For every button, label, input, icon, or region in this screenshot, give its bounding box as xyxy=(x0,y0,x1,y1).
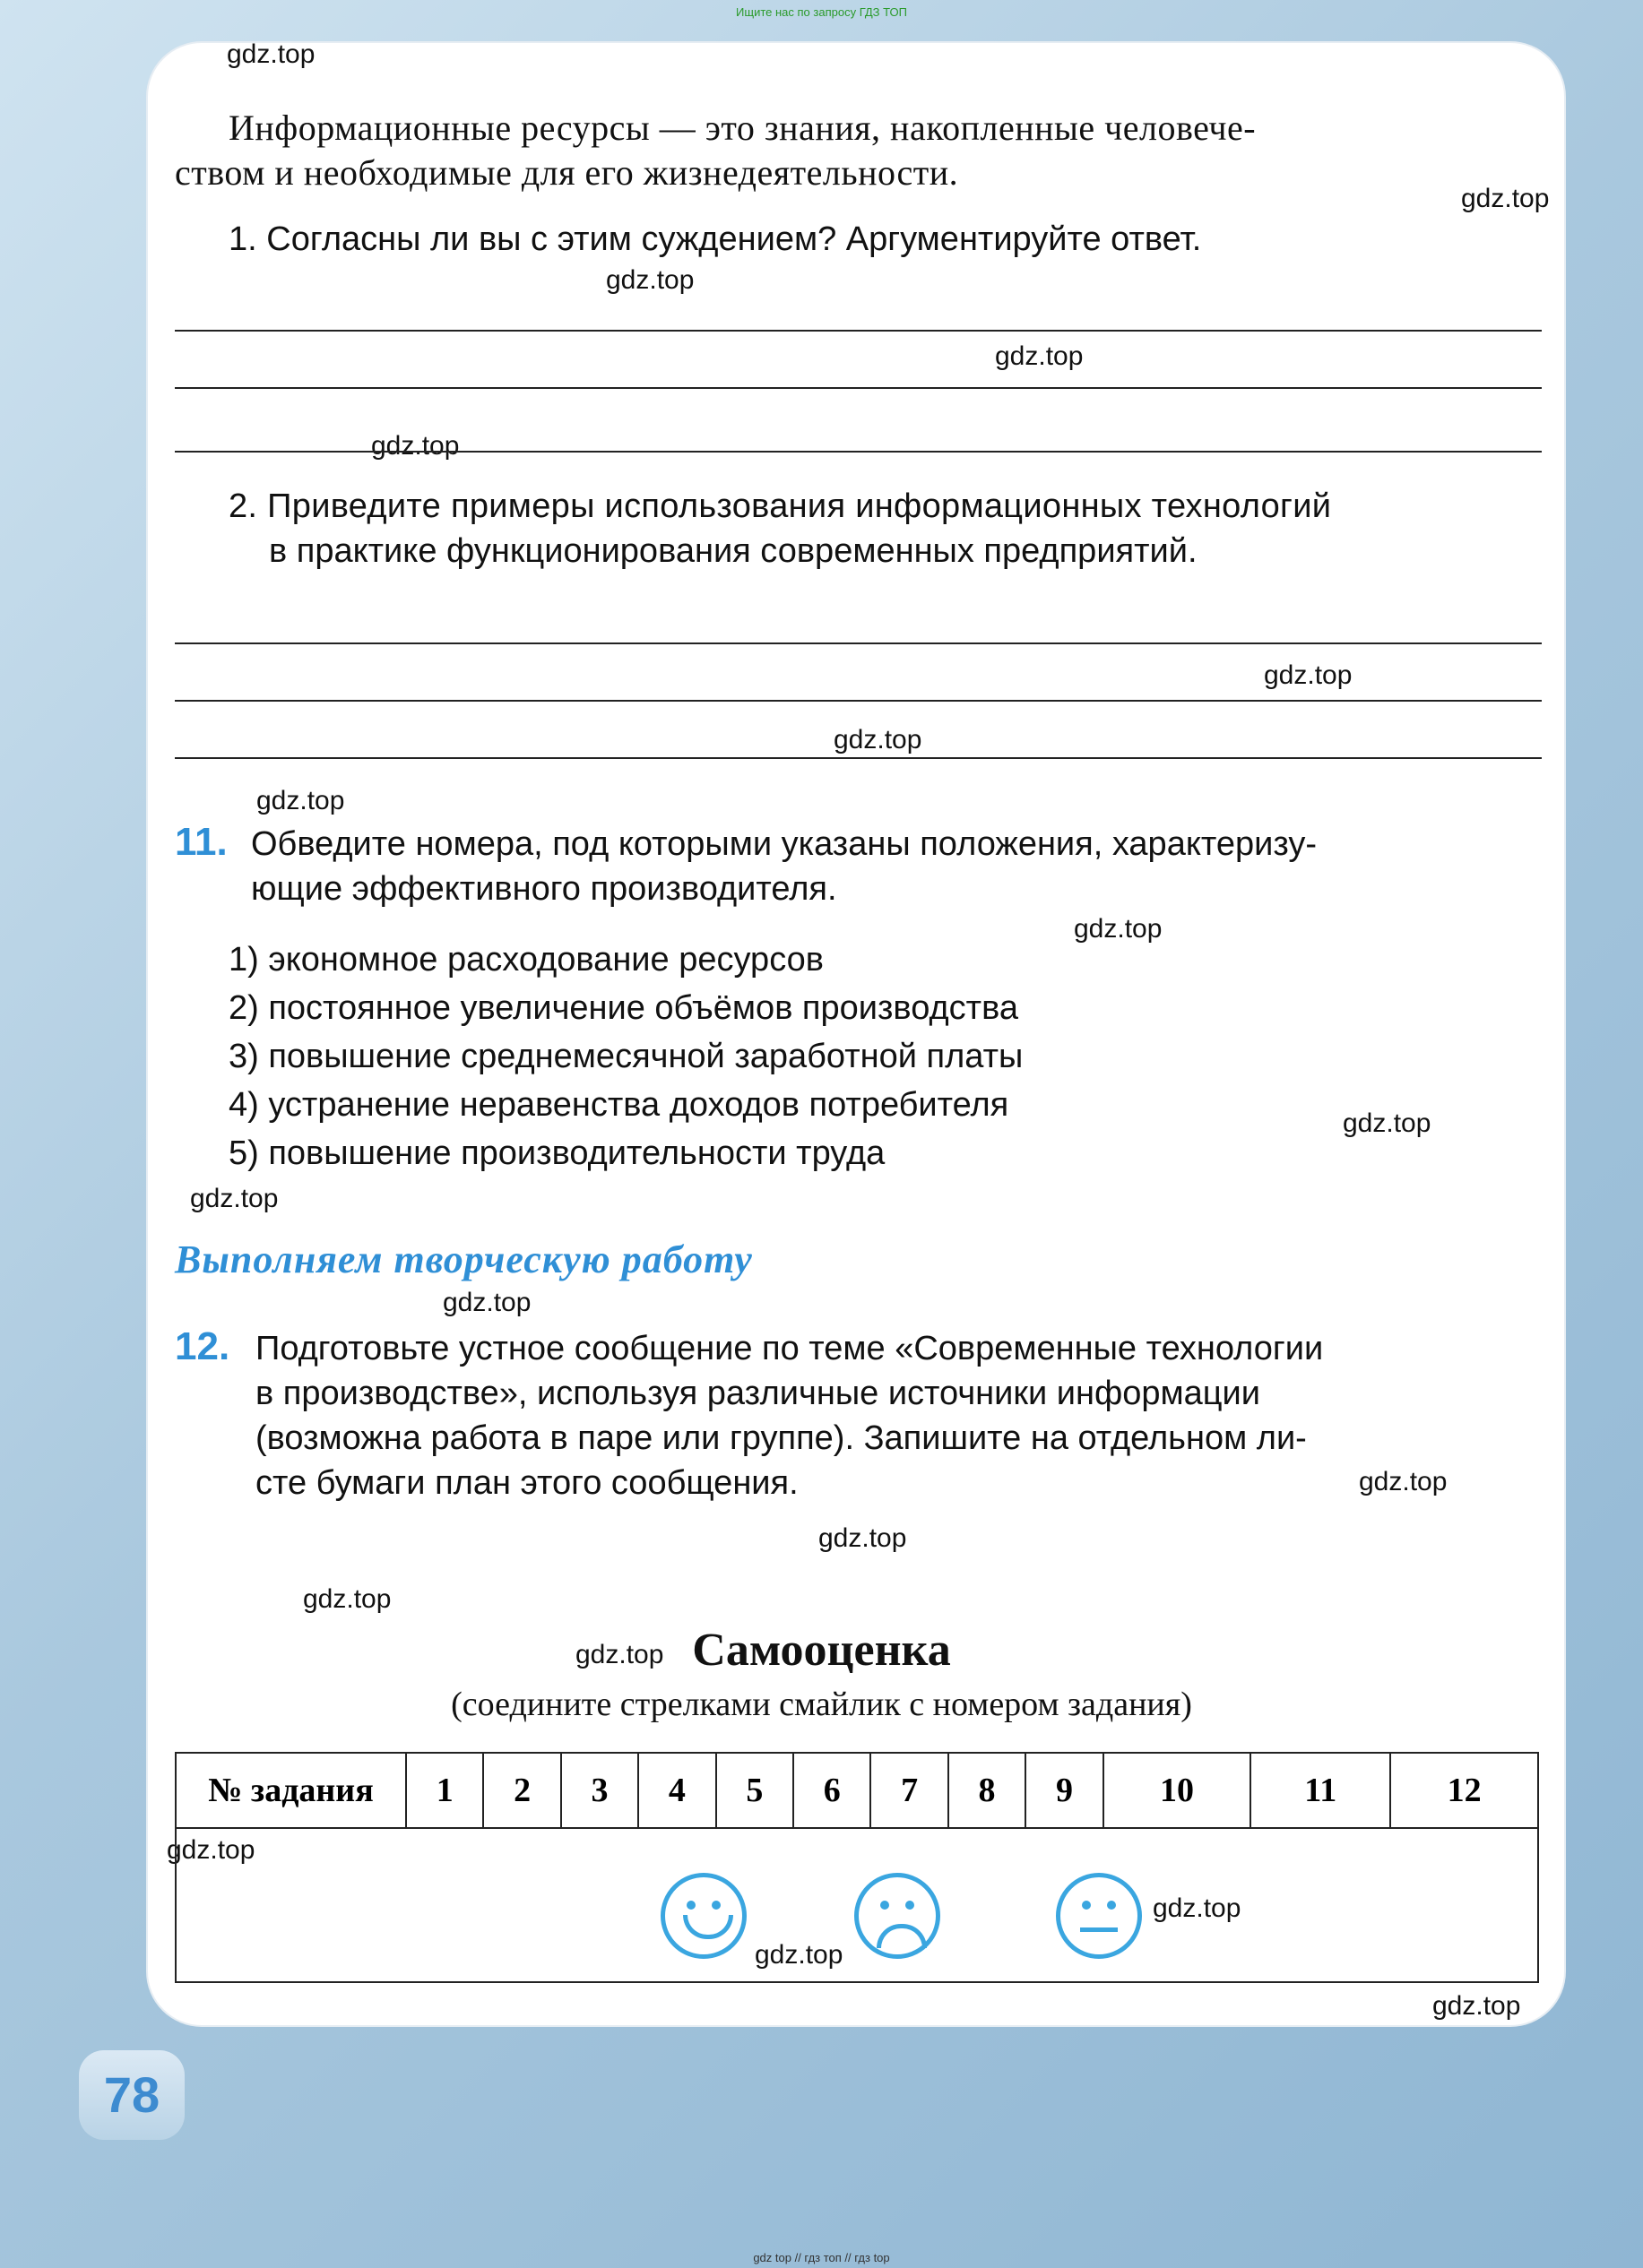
quote-line-1: Информационные ресурсы — это знания, накопленные человече- xyxy=(229,108,1257,148)
page-number: 78 xyxy=(79,2050,185,2140)
question-2-line-2: в практике функционирования современных предприятий. xyxy=(269,532,1198,570)
task-number-cell[interactable]: 11 xyxy=(1250,1753,1390,1828)
watermark: gdz.top xyxy=(834,725,922,755)
watermark: gdz.top xyxy=(995,341,1084,371)
watermark: gdz.top xyxy=(575,1640,664,1669)
task-number-cell[interactable]: 5 xyxy=(716,1753,793,1828)
task-number-cell[interactable]: 7 xyxy=(870,1753,947,1828)
watermark: gdz.top xyxy=(1343,1108,1431,1138)
watermark: gdz.top xyxy=(1264,660,1353,690)
task-number-cell[interactable]: 10 xyxy=(1103,1753,1251,1828)
watermark: gdz.top xyxy=(606,265,695,295)
task-12-line-3: (возможна работа в паре или группе). Запишите на отдельном ли- xyxy=(255,1419,1307,1457)
task-12-line-4: сте бумаги план этого сообщения. xyxy=(255,1464,799,1502)
sad-face-icon[interactable] xyxy=(854,1873,940,1959)
watermark: gdz.top xyxy=(190,1184,279,1213)
task-12-number: 12. xyxy=(175,1324,230,1368)
watermark: gdz.top xyxy=(1461,184,1550,213)
watermark: gdz.top xyxy=(755,1940,843,1970)
option-4[interactable]: 4) устранение неравенства доходов потребителя xyxy=(229,1086,1009,1124)
option-2[interactable]: 2) постоянное увеличение объёмов производства xyxy=(229,989,1018,1027)
watermark: gdz.top xyxy=(818,1523,907,1553)
top-banner: Ищите нас по запросу ГДЗ ТОП xyxy=(736,5,907,19)
watermark: gdz.top xyxy=(227,39,316,69)
question-1: 1. Согласны ли вы с этим суждением? Аргументируйте ответ. xyxy=(229,220,1202,258)
neutral-face-icon[interactable] xyxy=(1056,1873,1142,1959)
task-11-line-1: Обведите номера, под которыми указаны положения, характеризу- xyxy=(251,825,1318,863)
watermark: gdz.top xyxy=(1074,914,1163,944)
watermark: gdz.top xyxy=(256,786,345,815)
task-number-cell[interactable]: 12 xyxy=(1390,1753,1538,1828)
task-number-cell[interactable]: 1 xyxy=(406,1753,483,1828)
task-12-line-2: в производстве», используя различные источники информации xyxy=(255,1375,1260,1412)
answer-line[interactable] xyxy=(175,451,1542,453)
answer-line[interactable] xyxy=(175,700,1542,702)
answer-line[interactable] xyxy=(175,757,1542,759)
table-head: № задания xyxy=(176,1753,406,1828)
question-2-line-1: 2. Приведите примеры использования информационных технологий xyxy=(229,487,1332,525)
task-number-cell[interactable]: 2 xyxy=(483,1753,560,1828)
self-assessment-subtitle: (соедините стрелками смайлик с номером задания) xyxy=(451,1686,1192,1723)
bottom-banner: gdz top // гдз топ // гдз top xyxy=(753,2251,890,2264)
task-numbers-row xyxy=(176,1753,1538,1828)
watermark: gdz.top xyxy=(303,1584,392,1614)
task-number-cell[interactable]: 9 xyxy=(1025,1753,1103,1828)
watermark: gdz.top xyxy=(443,1288,532,1317)
watermark: gdz.top xyxy=(167,1835,255,1865)
answer-line[interactable] xyxy=(175,387,1542,389)
task-number-cell[interactable]: 3 xyxy=(561,1753,638,1828)
watermark: gdz.top xyxy=(1359,1467,1448,1496)
answer-line[interactable] xyxy=(175,642,1542,644)
task-11-line-2: ющие эффективного производителя. xyxy=(251,870,837,908)
self-assessment-table xyxy=(175,1752,1539,1983)
option-3[interactable]: 3) повышение среднемесячной заработной платы xyxy=(229,1038,1024,1075)
quote-line-2: ством и необходимые для его жизнедеятельности. xyxy=(175,152,959,193)
task-number-cell[interactable]: 6 xyxy=(793,1753,870,1828)
option-5[interactable]: 5) повышение производительности труда xyxy=(229,1134,886,1172)
option-1[interactable]: 1) экономное расходование ресурсов xyxy=(229,941,824,979)
task-number-cell[interactable]: 8 xyxy=(948,1753,1025,1828)
watermark: gdz.top xyxy=(371,431,460,461)
self-assessment-title: Самооценка xyxy=(692,1625,951,1676)
task-number-cell[interactable]: 4 xyxy=(638,1753,715,1828)
watermark: gdz.top xyxy=(1153,1893,1241,1923)
happy-face-icon[interactable] xyxy=(661,1873,747,1959)
section-title: Выполняем творческую работу xyxy=(175,1237,753,1281)
answer-line[interactable] xyxy=(175,330,1542,332)
task-12-line-1: Подготовьте устное сообщение по теме «Современные технологии xyxy=(255,1330,1324,1367)
task-11-number: 11. xyxy=(175,820,228,864)
watermark: gdz.top xyxy=(1432,1991,1521,2021)
